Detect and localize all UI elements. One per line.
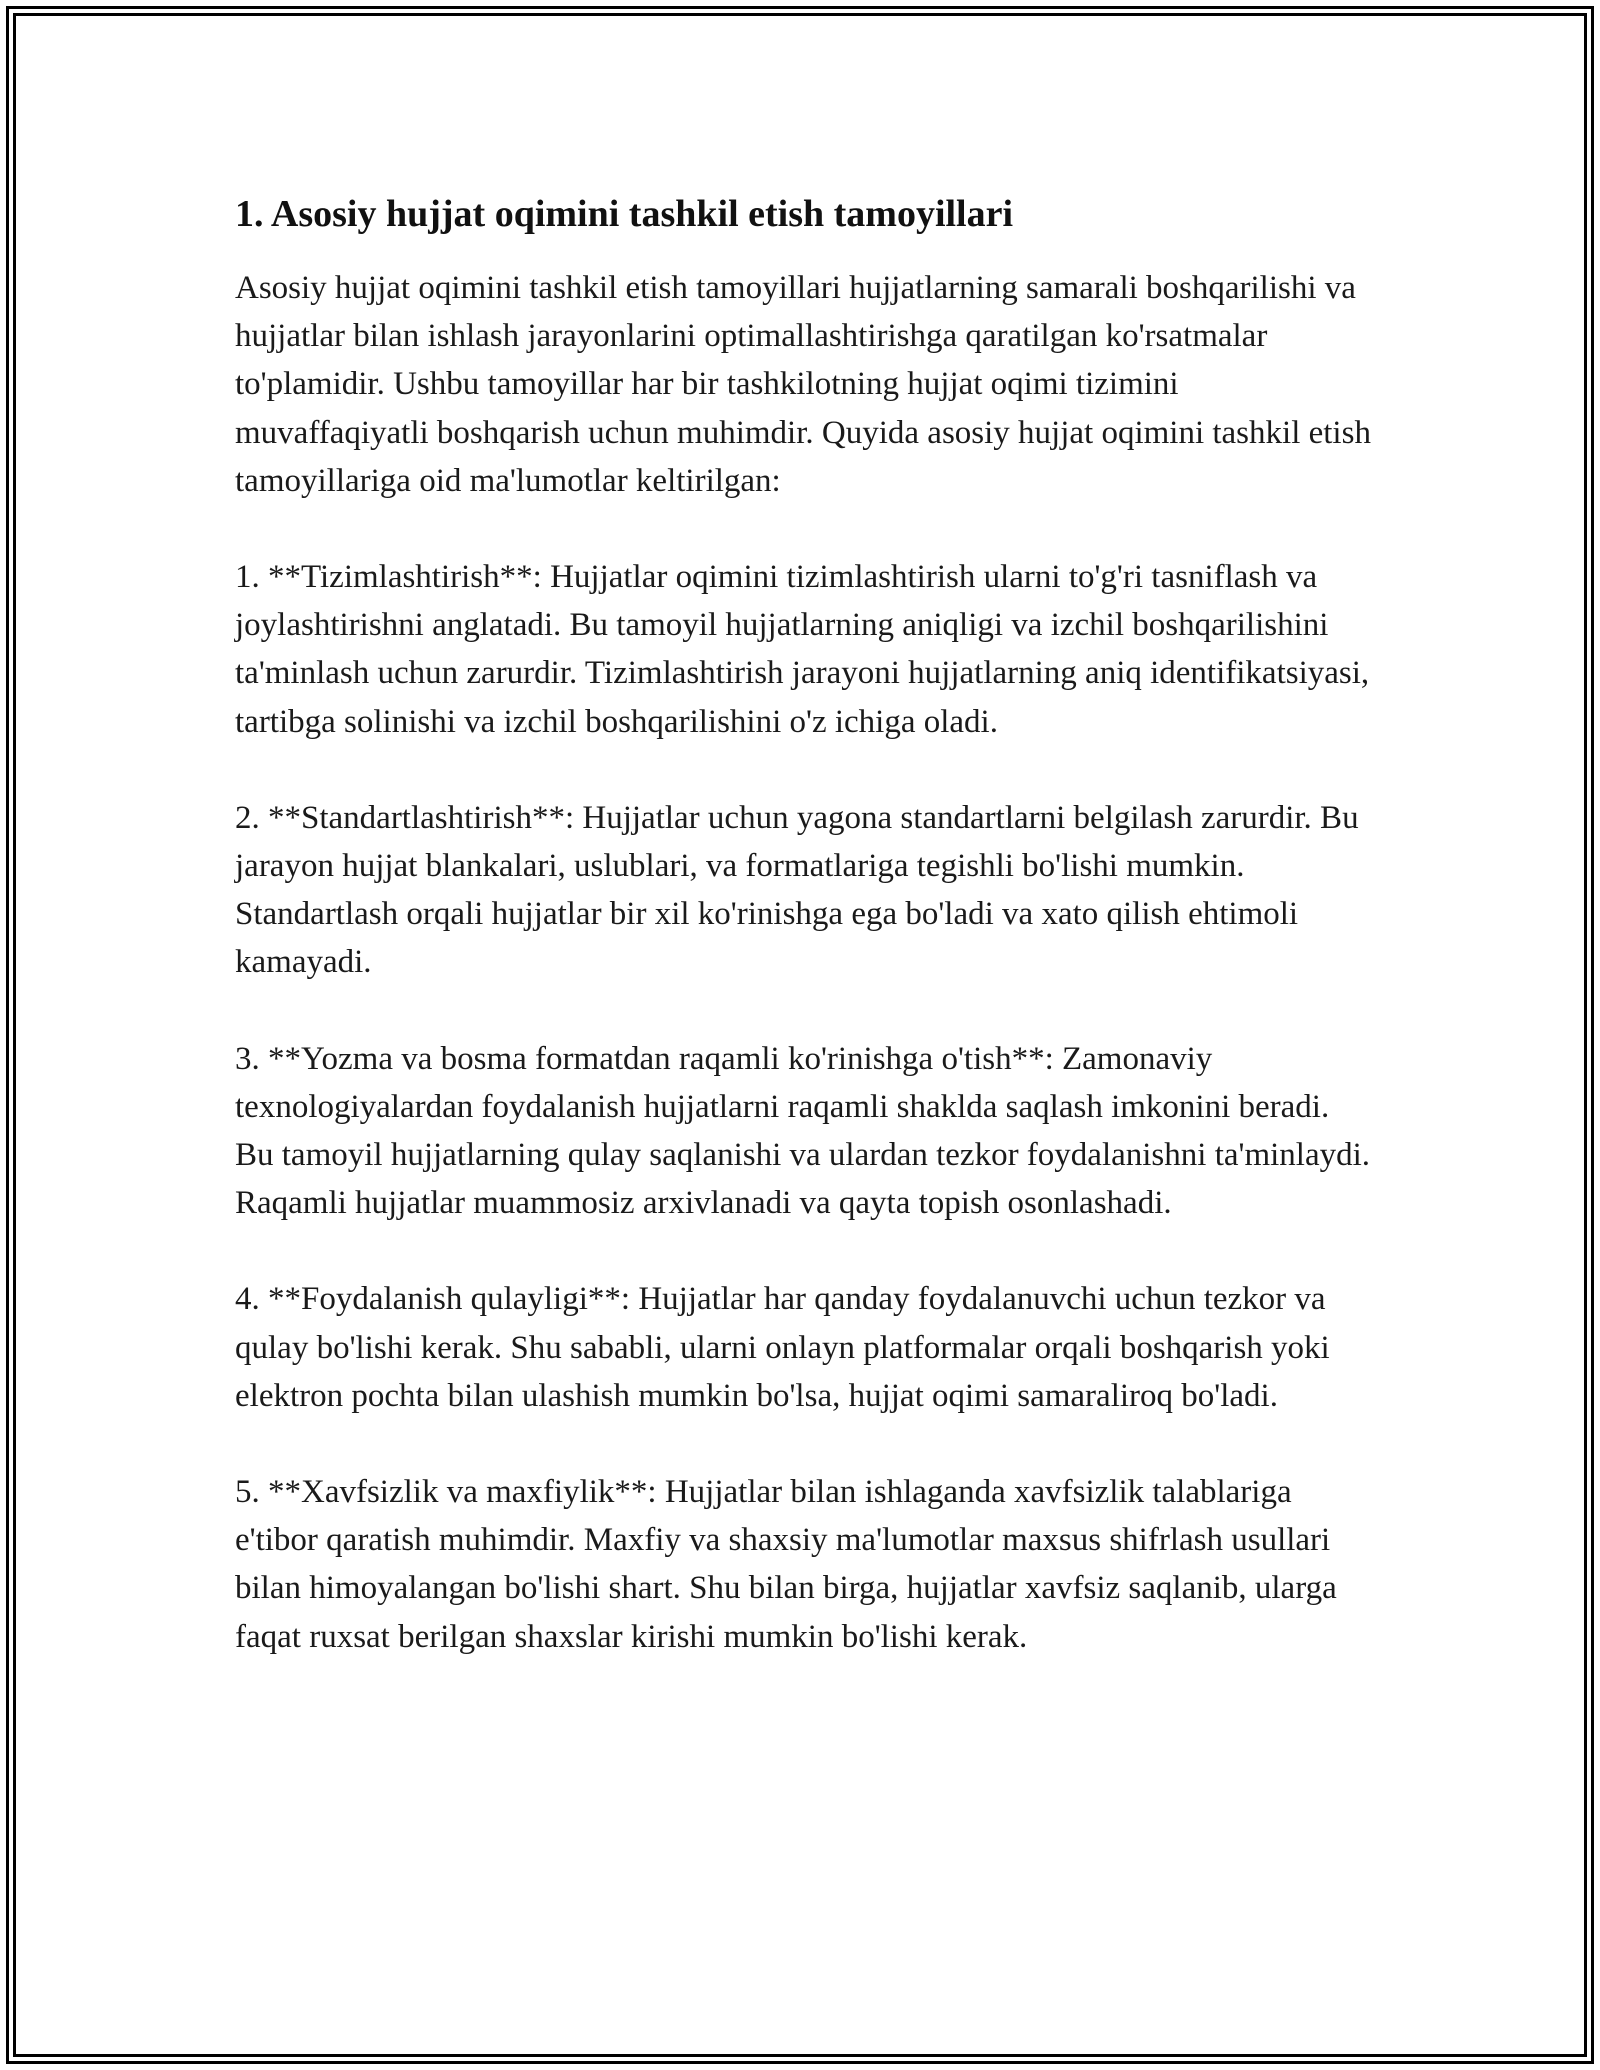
principle-paragraph-2: 2. **Standartlashtirish**: Hujjatlar uchun yagona standartlarni belgilash zarurdir. Bu jarayon hujjat blankalari, uslublari, va formatlariga tegishli bo'lishi mumkin. Standartlash orqali hujjatlar bir xil ko'rinishga ega bo'ladi va xato qilish ehtimoli kamayadi. — [235, 799, 1359, 981]
document-title: 1. Asosiy hujjat oqimini tashkil etish tamoyillari — [235, 193, 1014, 235]
principle-paragraph-4: 4. **Foydalanish qulayligi**: Hujjatlar har qanday foydalanuvchi uchun tezkor va qulay bo'lishi kerak. Shu sababli, ularni onlayn platformalar orqali boshqarish yoki elektron pochta bilan ulashish mumkin bo'lsa, hujjat oqimi samaraliroq bo'ladi. — [235, 1281, 1330, 1414]
principle-paragraph-5: 5. **Xavfsizlik va maxfiylik**: Hujjatlar bilan ishlaganda xavfsizlik talablariga e'tibor qaratish muhimdir. Maxfiy va shaxsiy ma'lumotlar maxsus shifrlash usullari bilan himoyalangan bo'lishi shart. Shu bilan birga, hujjatlar xavfsiz saqlanib, ularga faqat ruxsat berilgan shaxslar kirishi mumkin bo'lishi kerak. — [235, 1474, 1337, 1655]
principle-paragraph-1: 1. **Tizimlashtirish**: Hujjatlar oqimini tizimlashtirish ularni to'g'ri tasniflash va joylashtirishni anglatadi. Bu tamoyil hujjatlarning aniqligi va izchil boshqarilishini ta'minlash uchun zarurdir. Tizimlashtirish jarayoni hujjatlarning aniq identifikatsiyasi, tartibga solinishi va izchil boshqarilishini o'z ichiga oladi. — [235, 559, 1370, 740]
document-page — [235, 186, 1375, 1709]
intro-paragraph: Asosiy hujjat oqimini tashkil etish tamoyillari hujjatlarning samarali boshqarilishi va hujjatlar bilan ishlash jarayonlarini optimallashtirishga qaratilgan ko'rsatmalar to'plamidir. Ushbu tamoyillar har bir tashkilotning hujjat oqimi tizimini muvaffaqiyatli boshqarish uchun muhimdir. Quyida asosiy hujjat oqimini tashkil etish tamoyillariga oid ma'lumotlar keltirilgan: — [235, 270, 1371, 499]
principle-paragraph-3: 3. **Yozma va bosma formatdan raqamli ko'rinishga o'tish**: Zamonaviy texnologiyalardan foydalanish hujjatlarni raqamli shaklda saqlash imkonini beradi. Bu tamoyil hujjatlarning qulay saqlanishi va ulardan tezkor foydalanishni ta'minlaydi. Raqamli hujjatlar muammosiz arxivlanadi va qayta topish osonlashadi. — [235, 1040, 1371, 1222]
